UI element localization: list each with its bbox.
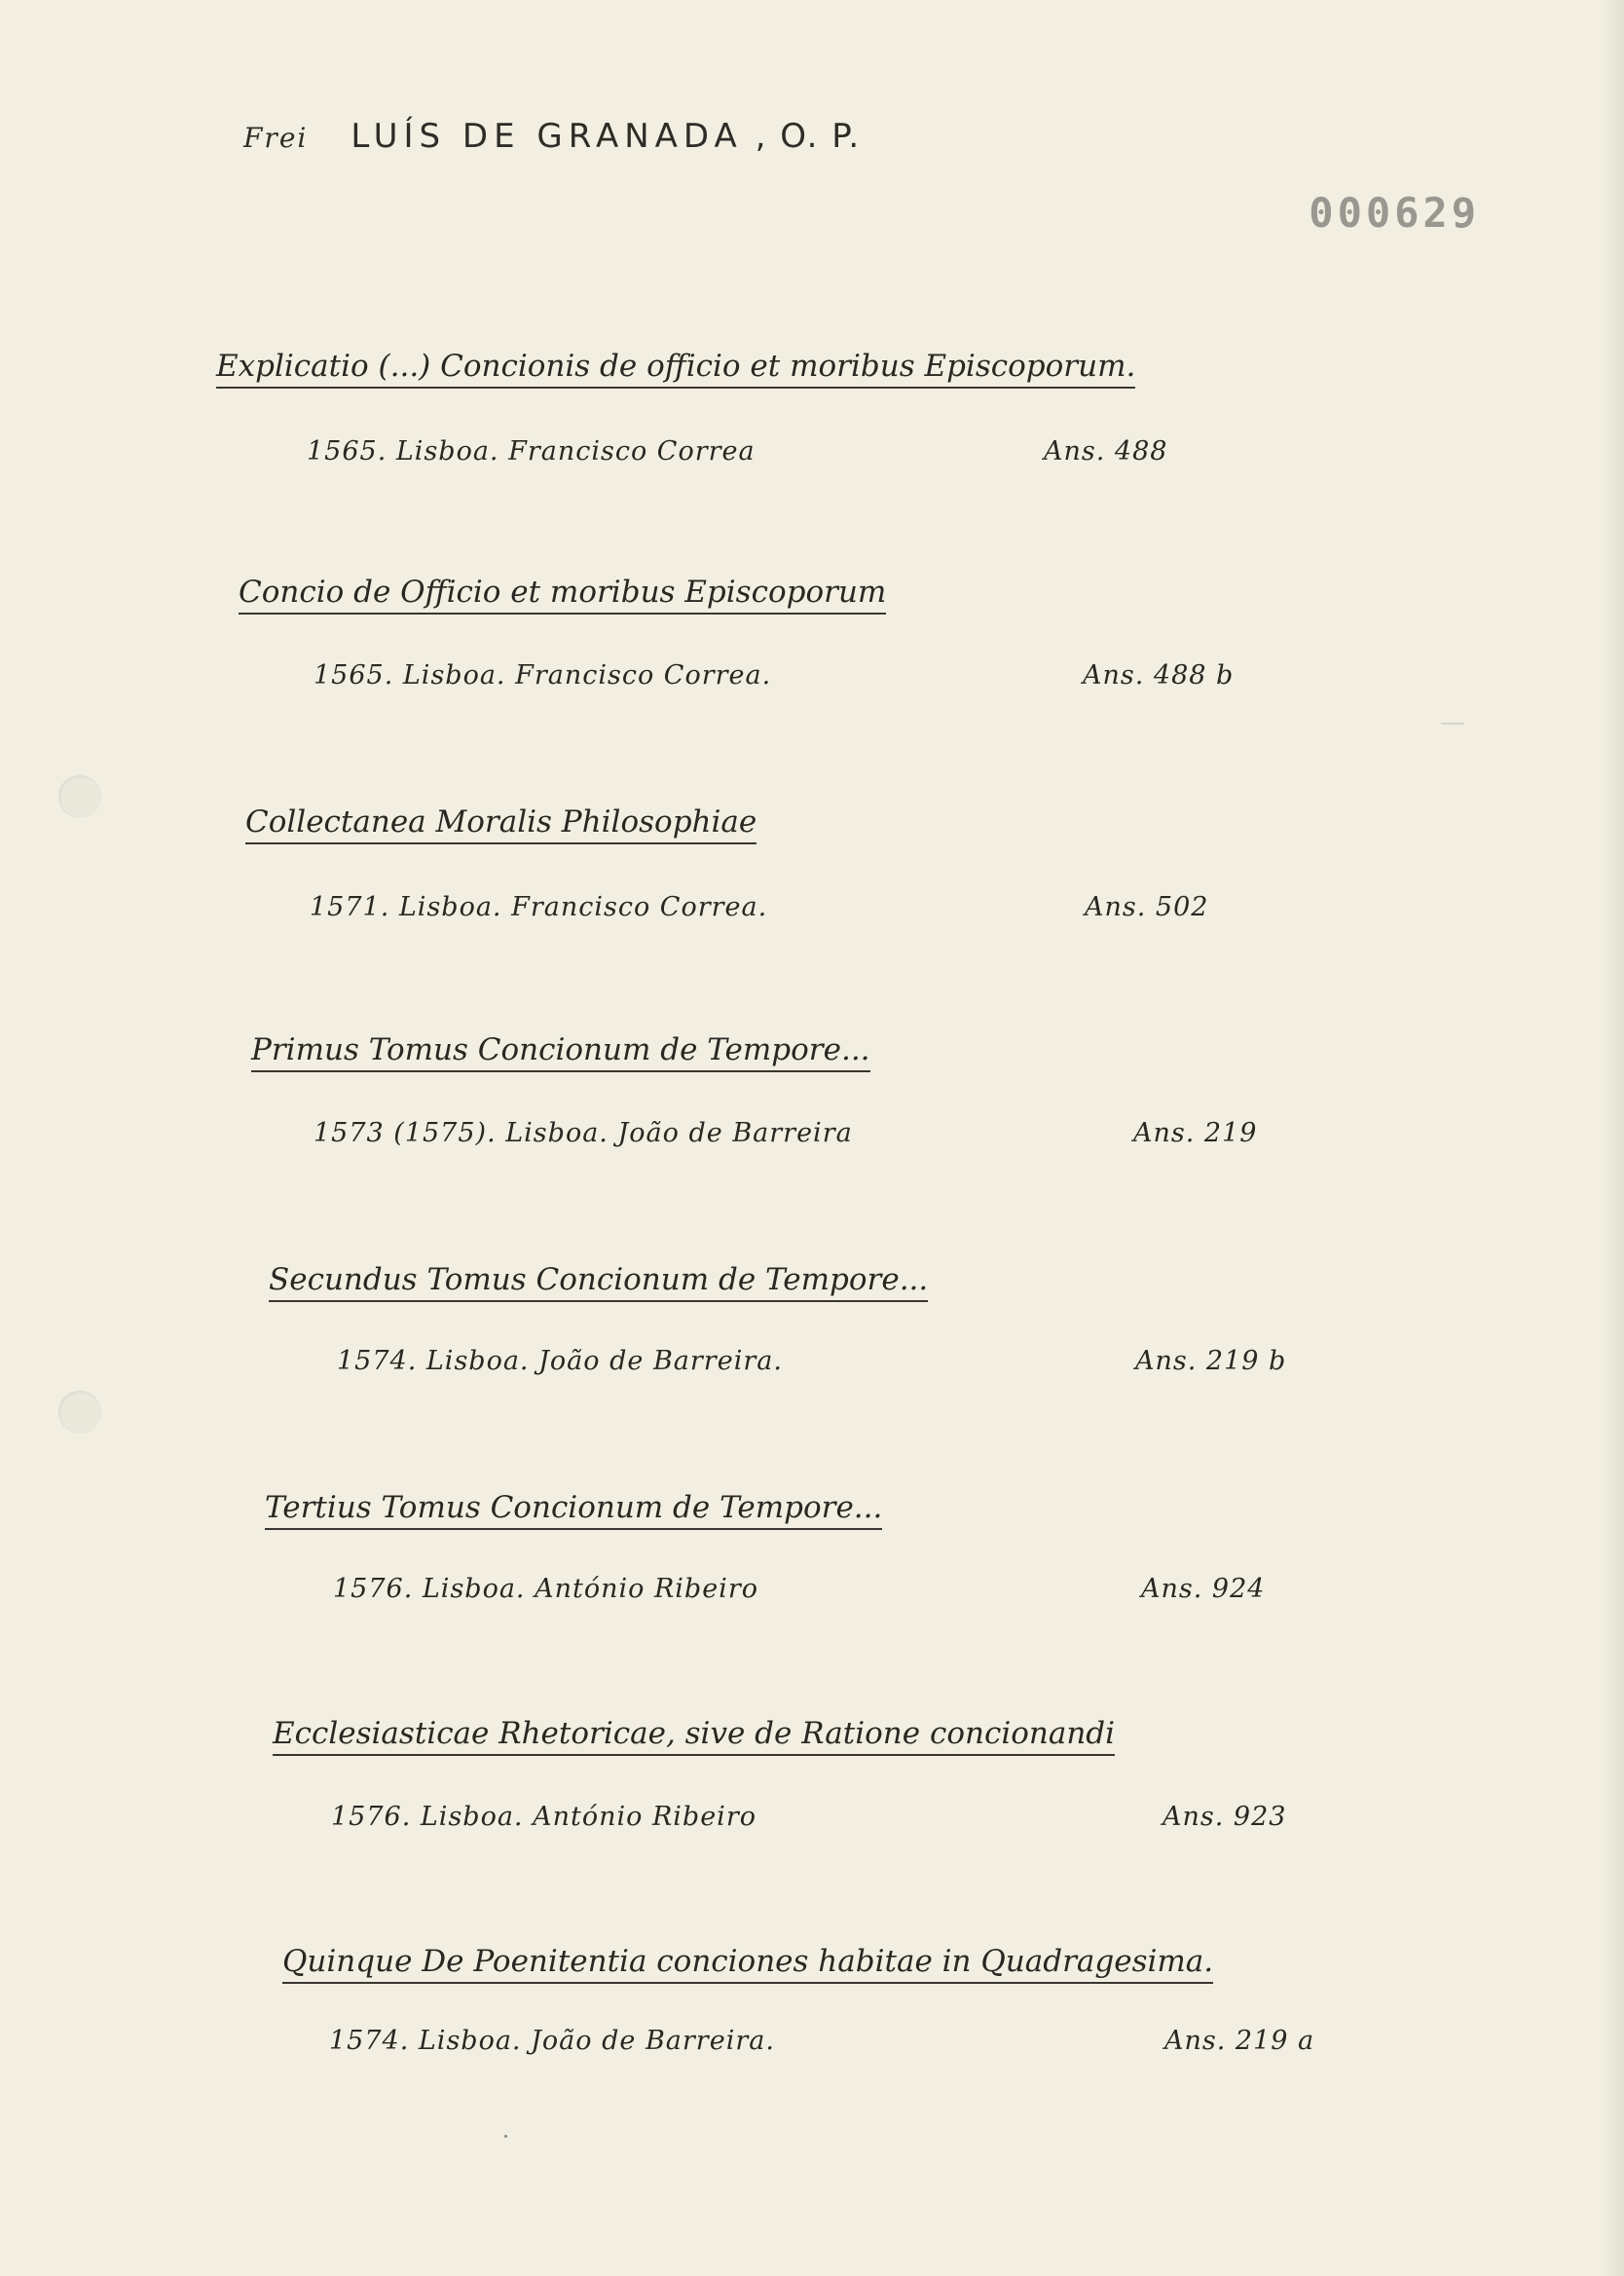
entry-imprint: 1576. Lisboa. António Ribeiro — [333, 1574, 758, 1604]
entry-imprint: 1573 (1575). Lisboa. João de Barreira — [314, 1118, 853, 1148]
catalog-number-stamp: 000629 — [1309, 189, 1480, 237]
entry-imprint: 1576. Lisboa. António Ribeiro — [331, 1802, 757, 1832]
entry-title: Quinque De Poenitentia conciones habitae in Quadragesima. — [282, 1944, 1213, 1984]
entry-title: Primus Tomus Concionum de Tempore... — [251, 1032, 870, 1072]
entry-title: Secundus Tomus Concionum de Tempore... — [269, 1262, 928, 1302]
entry-shelfmark: Ans. 219 — [1133, 1118, 1258, 1148]
entry-imprint: 1574. Lisboa. João de Barreira. — [337, 1346, 783, 1376]
catalog-entry — [0, 1032, 1624, 1178]
entry-imprint: 1565. Lisboa. Francisco Correa — [307, 436, 756, 466]
entry-imprint: 1571. Lisboa. Francisco Correa. — [310, 892, 768, 922]
entry-title: Tertius Tomus Concionum de Tempore... — [265, 1490, 882, 1530]
entry-title: Explicatio (...) Concionis de officio et moribus Episcoporum. — [216, 349, 1135, 389]
paper-speck — [504, 2135, 507, 2138]
catalog-entry — [0, 804, 1624, 951]
paper-mark — [1441, 723, 1464, 725]
entry-shelfmark: Ans. 219 a — [1164, 2026, 1315, 2056]
author-name: LUÍS DE GRANADA — [351, 117, 743, 156]
catalog-entry — [0, 1716, 1624, 1862]
entry-imprint: 1574. Lisboa. João de Barreira. — [329, 2026, 775, 2056]
catalog-entry — [0, 1490, 1624, 1636]
catalog-entry — [0, 341, 1624, 487]
author-order: , O. P. — [755, 117, 862, 156]
entry-shelfmark: Ans. 923 — [1163, 1802, 1287, 1832]
catalog-entry — [0, 1262, 1624, 1408]
entry-title: Ecclesiasticae Rhetoricae, sive de Ratione concionandi — [273, 1716, 1115, 1756]
entry-shelfmark: Ans. 488 b — [1083, 660, 1235, 690]
entry-shelfmark: Ans. 502 — [1085, 892, 1209, 922]
entry-shelfmark: Ans. 488 — [1044, 436, 1168, 466]
entry-imprint: 1565. Lisboa. Francisco Correa. — [314, 660, 772, 690]
catalog-entry — [0, 1944, 1624, 2090]
author-heading — [243, 117, 861, 156]
entry-title: Concio de Officio et moribus Episcoporum — [239, 575, 886, 615]
author-prefix: Frei — [243, 122, 309, 154]
entry-title: Collectanea Moralis Philosophiae — [245, 804, 757, 844]
catalog-entry — [0, 575, 1624, 721]
entry-shelfmark: Ans. 924 — [1141, 1574, 1266, 1604]
entry-shelfmark: Ans. 219 b — [1135, 1346, 1287, 1376]
